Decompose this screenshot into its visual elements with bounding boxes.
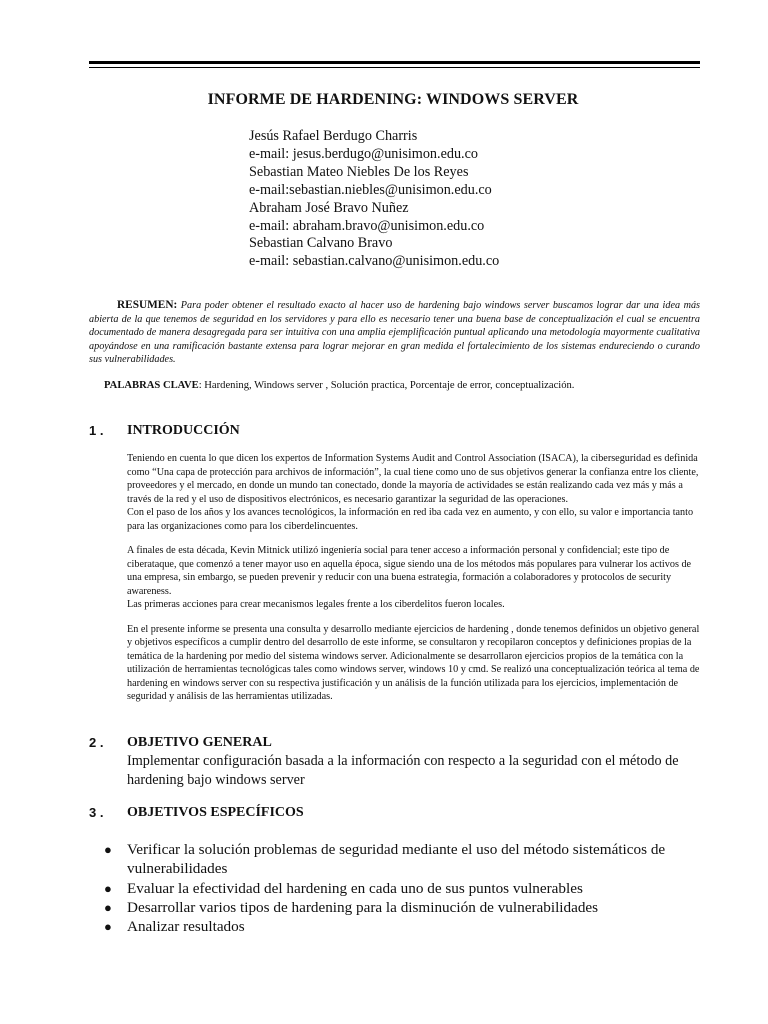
bullet-icon: ● xyxy=(104,899,112,915)
section-title-introduccion: INTRODUCCIÓN xyxy=(127,423,240,438)
document-title: INFORME DE HARDENING: WINDOWS SERVER xyxy=(207,91,579,108)
list-item xyxy=(104,879,744,898)
author-block xyxy=(249,128,499,271)
top-rule-thin xyxy=(89,67,700,68)
bullet-icon: ● xyxy=(104,880,112,896)
list-item xyxy=(104,917,744,936)
author-line: e-mail:sebastian.niebles@unisimon.edu.co xyxy=(249,181,492,198)
author-line: Sebastian Mateo Niebles De los Reyes xyxy=(249,163,469,180)
abstract-text: Para poder obtener el resultado exacto al hacer uso de hardening bajo windows server buscamos lograr dar una idea más abierta de la que tenemos de seguridad en los servidores y para ello es necesario tener una buena base de conceptualización el cual se encuentra documentado de manera desagregada para ser intuitiva con una amplia ejemplificación puntual aplicando una metodología mayormente cualitativa apoyándose en una ramificación bastante extensa para lograr mejorar en gran medida el fortalecimiento de los sistemas endureciendo o curando sus vulnerabilidades. xyxy=(89,300,701,366)
bullet-icon: ● xyxy=(104,842,112,857)
author-line: Jesús Rafael Berdugo Charris xyxy=(249,128,418,144)
author-line: Sebastian Calvano Bravo xyxy=(249,235,393,252)
section-number: 1 . xyxy=(89,423,104,438)
section-title-objetivo-general: OBJETIVO GENERAL xyxy=(127,735,272,750)
section-number: 3 . xyxy=(89,805,104,820)
section-title-objetivos-especificos: OBJETIVOS ESPECÍFICOS xyxy=(127,805,304,820)
abstract-label: RESUMEN: xyxy=(117,299,178,311)
list-item-text: Evaluar la efectividad del hardening en cada uno de sus puntos vulnerables xyxy=(127,879,583,897)
list-item-text: Analizar resultados xyxy=(127,918,245,936)
author-line: Abraham José Bravo Nuñez xyxy=(249,199,409,216)
abstract xyxy=(89,299,700,367)
author-line: e-mail: jesus.berdugo@unisimon.edu.co xyxy=(249,145,478,162)
keywords-label: PALABRAS CLAVE xyxy=(104,380,199,391)
list-item xyxy=(104,898,744,917)
keywords-text: : Hardening, Windows server , Solución practica, Porcentaje de error, conceptualización. xyxy=(198,380,575,391)
paragraph: A finales de esta década, Kevin Mitnick utilizó ingeniería social para tener acceso a información personal y confidencial; este tipo de ciberataque, que comenzó a tener mayor uso en aquella época, sigue siendo una de los métodos más populares para vulnerar los activos de una empresa, sin embargo, se pueden prevenir y reducir con una buena estrategia, formación a colaboradores y protocolos de security awareness. Las primeras acciones para crear mecanismos legales frente a los ciberdelitos fueron locales. xyxy=(127,545,692,610)
list-item-text: Verificar la solución problemas de seguridad mediante el uso del método sistemáticos de vulnerabilidades xyxy=(127,841,666,878)
top-rule-thick xyxy=(89,61,700,64)
list-item-text: Desarrollar varios tipos de hardening para la disminución de vulnerabilidades xyxy=(127,898,599,916)
objetivo-general-text: Implementar configuración basada a la información con respecto a la seguridad con el método de hardening bajo windows server xyxy=(127,753,679,788)
paragraph: Teniendo en cuenta lo que dicen los expertos de Information Systems Audit and Control Association (ISACA), la ciberseguridad es definida como “Una capa de protección para archivos de información”, la cual tiene como uno de sus objetivos generar la confianza entre los cliente, proveedores y el mercado, en donde un mundo tan conectado, donde la mayoría de actividades se están realizando cada vez más y más a través de la red y el uso de dispositivos electrónicos, es necesario garantizar la seguridad de las operaciones. Con el paso de los años y los avances tecnológicos, la información en red iba cada vez en aumento, y con ello, su valor e importancia tanto para las organizaciones como para los ciberdelincuentes. xyxy=(127,453,699,532)
author-line: e-mail: abraham.bravo@unisimon.edu.co xyxy=(249,217,485,234)
list-item xyxy=(104,840,744,879)
author-line: e-mail: sebastian.calvano@unisimon.edu.co xyxy=(249,253,500,270)
bullet-icon: ● xyxy=(104,919,112,935)
objetivos-especificos-list xyxy=(104,840,744,936)
section-number: 2 . xyxy=(89,735,104,750)
keywords xyxy=(104,380,574,391)
paragraph: En el presente informe se presenta una consulta y desarrollo mediante ejercicios de hardening , donde tenemos definidos un objetivo general y objetivos específicos a cumplir dentro del desarrollo de este informe, se consultaron y recopilaron conceptos y definiciones propias de la temática de la hardening por medio del sistema windows server. Adicionalmente se desarrollaron ejercicios propios de la temática con la utilización de herramientas tecnológicas tales como windows server, windows 10 y cmd. Se realizó una conceptualización teórica al tema de hardening en windows server con su respectiva justificación y un análisis de la función utilizada para los ejercicios, implementación de seguridad y análisis de las herramientas utilizadas. xyxy=(127,623,700,702)
introduction-body xyxy=(127,452,701,715)
